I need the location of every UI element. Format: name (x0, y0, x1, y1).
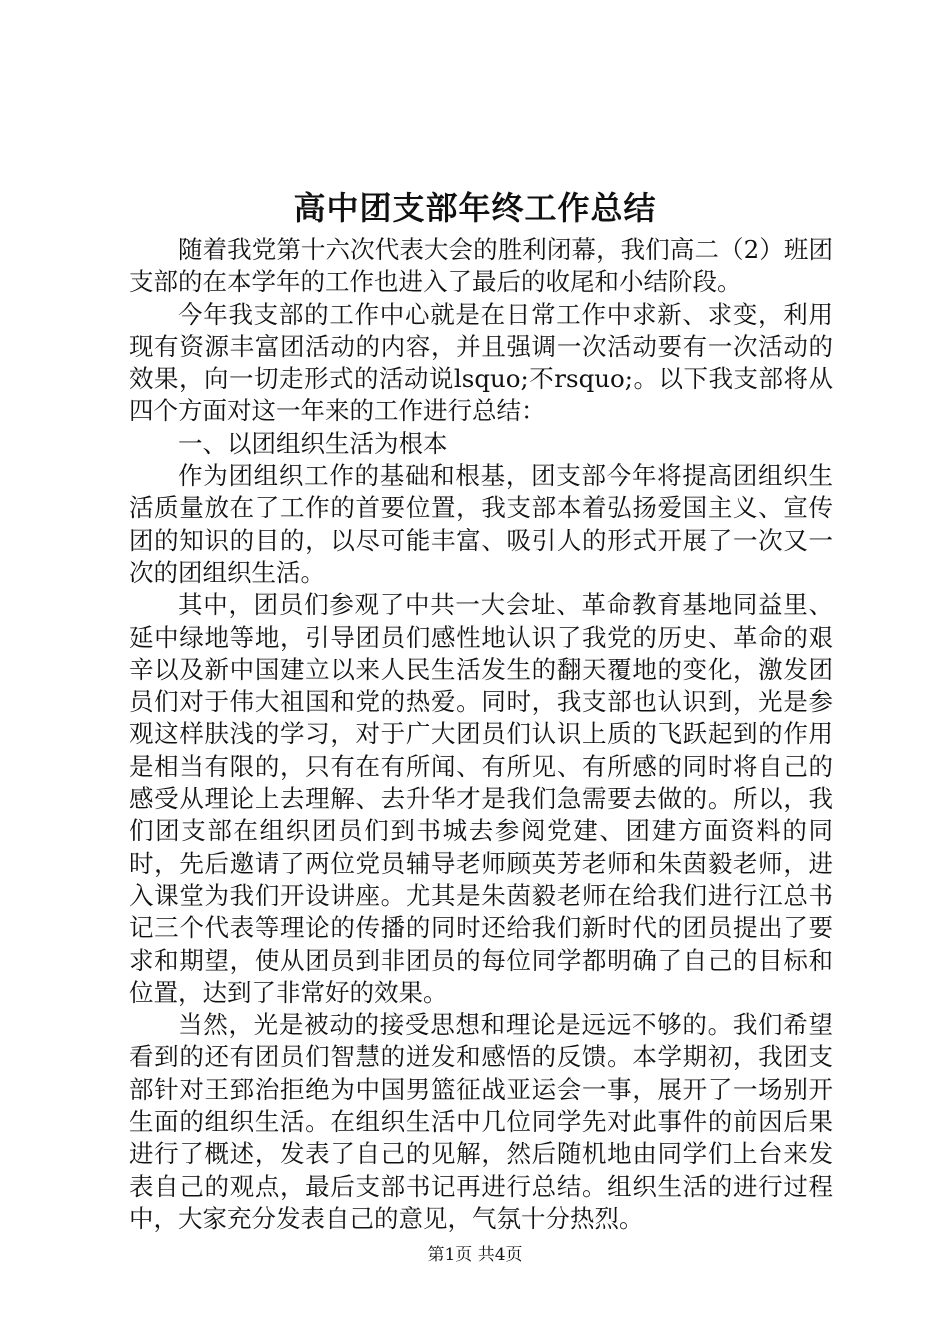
section-heading: 一、以团组织生活为根本 (178, 428, 448, 458)
paragraph: 随着我党第十六次代表大会的胜利闭幕，我们高二（2）班团支部的在本学年的工作也进入了最后的收尾和小结阶段。 (129, 235, 833, 297)
paragraph: 今年我支部的工作中心就是在日常工作中求新、求变，利用现有资源丰富团活动的内容，并且强调一次活动要有一次活动的效果，向一切走形式的活动说lsquo;不rsquo;。以下我支部将从四个方面对这一年来的工作进行总结： (129, 299, 833, 426)
paragraph: 其中，团员们参观了中共一大会址、革命教育基地同益里、延中绿地等地，引导团员们感性地认识了我党的历史、革命的艰辛以及新中国建立以来人民生活发生的翻天覆地的变化，激发团员们对于伟大祖国和党的热爱。同时，我支部也认识到，光是参观这样肤浅的学习，对于广大团员们认识上质的飞跃起到的作用是相当有限的，只有在有所闻、有所见、有所感的同时将自己的感受从理论上去理解、去升华才是我们急需要去做的。所以，我们团支部在组织团员们到书城去参阅党建、团建方面资料的同时，先后邀请了两位党员辅导老师顾英芳老师和朱茵毅老师，进入课堂为我们开设讲座。尤其是朱茵毅老师在给我们进行江总书记三个代表等理论的传播的同时还给我们新时代的团员提出了要求和期望，使从团员到非团员的每位同学都明确了自己的目标和位置，达到了非常好的效果。 (129, 590, 833, 1007)
page-number-footer: 第1页 共4页 (427, 1245, 523, 1265)
paragraph: 当然，光是被动的接受思想和理论是远远不够的。我们希望看到的还有团员们智慧的迸发和感悟的反馈。本学期初，我团支部针对王郅治拒绝为中国男篮征战亚运会一事，展开了一场别开生面的组织生活。在组织生活中几位同学先对此事件的前因后果进行了概述，发表了自己的见解，然后随机地由同学们上台来发表自己的观点，最后支部书记再进行总结。组织生活的进行过程中，大家充分发表自己的意见，气氛十分热烈。 (129, 1010, 833, 1233)
paragraph: 作为团组织工作的基础和根基，团支部今年将提高团组织生活质量放在了工作的首要位置，我支部本着弘扬爱国主义、宣传团的知识的目的，以尽可能丰富、吸引人的形式开展了一次又一次的团组织生活。 (129, 461, 833, 587)
document-body (129, 234, 833, 1235)
document-title: 高中团支部年终工作总结 (293, 189, 657, 227)
